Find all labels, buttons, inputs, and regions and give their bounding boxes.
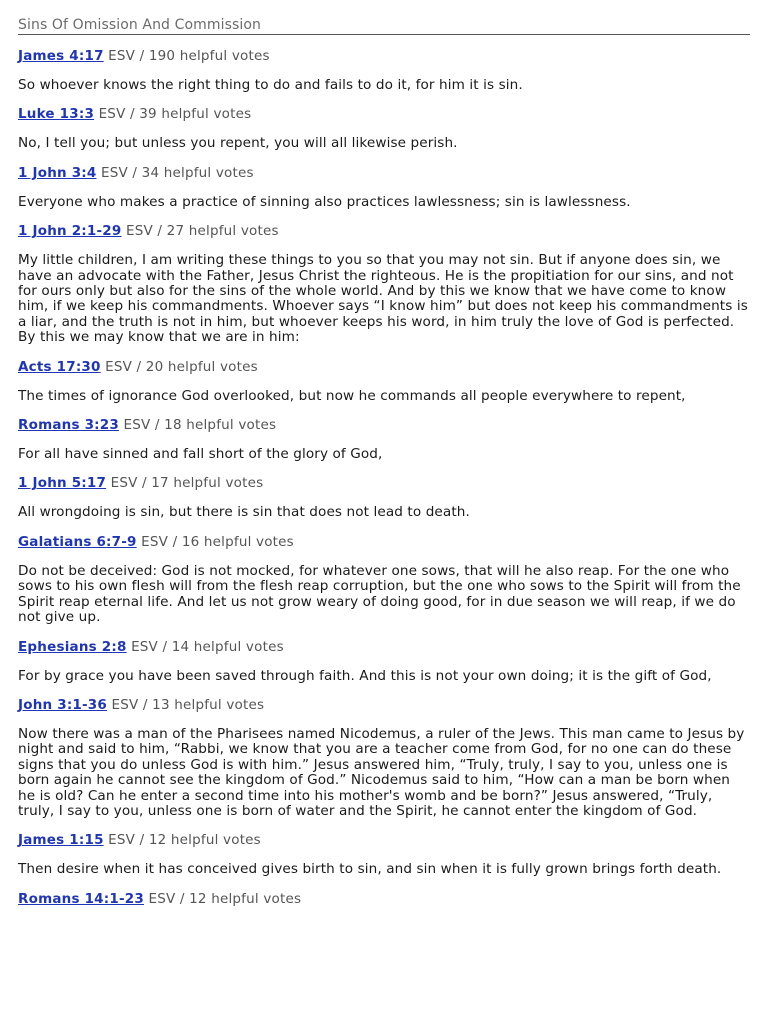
verse-reference-link[interactable]: 1 John 5:17 bbox=[18, 475, 107, 492]
reference-line bbox=[18, 47, 750, 65]
verse-entry bbox=[18, 164, 750, 210]
votes-meta: ESV / 34 helpful votes bbox=[101, 164, 254, 181]
verse-text: All wrongdoing is sin, but there is sin that does not lead to death. bbox=[18, 504, 470, 521]
votes-meta: ESV / 12 helpful votes bbox=[148, 890, 302, 907]
reference-line bbox=[18, 831, 750, 849]
verse-text: Do not be deceived: God is not mocked, for whatever one sows, that will he also reap. For the one who sows to his own flesh will from the flesh reap corruption, but the one who sows to the Spirit will from the Spirit reap eternal life. And let us not grow weary of doing good, for in due season we will reap, if we do not give up. bbox=[18, 562, 741, 626]
page-title: Sins Of Omission And Commission bbox=[18, 16, 750, 35]
verse-reference-link[interactable]: Romans 14:1-23 bbox=[18, 890, 144, 907]
votes-meta: ESV / 18 helpful votes bbox=[123, 417, 277, 434]
verse-reference-link[interactable]: James 1:15 bbox=[18, 832, 104, 849]
verse-entry bbox=[18, 105, 750, 151]
verse-reference-link[interactable]: Ephesians 2:8 bbox=[18, 638, 127, 655]
verse-entry bbox=[18, 222, 750, 345]
reference-line bbox=[18, 164, 750, 182]
document-page bbox=[18, 16, 750, 908]
verse-entry bbox=[18, 890, 750, 908]
reference-line bbox=[18, 474, 750, 492]
votes-meta: ESV / 190 helpful votes bbox=[108, 48, 270, 64]
verse-text: For all have sinned and fall short of the glory of God, bbox=[18, 446, 383, 463]
verse-text: No, I tell you; but unless you repent, you will all likewise perish. bbox=[18, 135, 458, 152]
verse-text: Then desire when it has conceived gives birth to sin, and sin when it is fully grown brings forth death. bbox=[18, 861, 722, 878]
votes-meta: ESV / 39 helpful votes bbox=[98, 106, 252, 123]
votes-meta: ESV / 27 helpful votes bbox=[126, 223, 279, 240]
reference-line bbox=[18, 416, 750, 434]
verse-entry bbox=[18, 533, 750, 626]
verse-text: Everyone who makes a practice of sinning also practices lawlessness; sin is lawlessness. bbox=[18, 193, 631, 210]
verse-reference-link[interactable]: James 4:17 bbox=[18, 48, 104, 64]
verse-reference-link[interactable]: 1 John 3:4 bbox=[18, 164, 97, 181]
verse-entry bbox=[18, 638, 750, 684]
reference-line bbox=[18, 890, 750, 908]
verse-text: My little children, I am writing these things to you so that you may not sin. But if anyone does sin, we have an advocate with the Father, Jesus Christ the righteous. He is the propitiation for our sins, and not for ours only but also for the sins of the whole world. And by this we know that we have come to know him, if we keep his commandments. Whoever says “I know him” but does not keep his commandments is a liar, and the truth is not in him, but whoever keeps his word, in him truly the love of God is perfected. By this we may know that we are in him: bbox=[18, 252, 748, 346]
verse-reference-link[interactable]: Romans 3:23 bbox=[18, 417, 119, 434]
votes-meta: ESV / 16 helpful votes bbox=[141, 533, 294, 550]
verse-reference-link[interactable]: Acts 17:30 bbox=[18, 358, 101, 375]
reference-line bbox=[18, 358, 750, 376]
reference-line bbox=[18, 638, 750, 656]
verse-text: The times of ignorance God overlooked, but now he commands all people everywhere to repent, bbox=[18, 387, 686, 404]
votes-meta: ESV / 12 helpful votes bbox=[108, 832, 261, 849]
verse-reference-link[interactable]: Luke 13:3 bbox=[18, 106, 95, 123]
verse-reference-link[interactable]: Galatians 6:7-9 bbox=[18, 533, 137, 550]
verse-text: Now there was a man of the Pharisees named Nicodemus, a ruler of the Jews. This man came to Jesus by night and said to him, “Rabbi, we know that you are a teacher come from God, for no one can do these signs that you do unless God is with him.” Jesus answered him, “Truly, truly, I say to you, unless one is born again he cannot see the kingdom of God.” Nicodemus said to him, “How can a man be born when he is old? Can he enter a second time into his mother's womb and be born?” Jesus answered, “Truly, truly, I say to you, unless one is born of water and the Spirit, he cannot enter the kingdom of God. bbox=[18, 725, 745, 819]
verse-entry bbox=[18, 416, 750, 462]
votes-meta: ESV / 13 helpful votes bbox=[111, 696, 265, 713]
votes-meta: ESV / 17 helpful votes bbox=[110, 475, 264, 492]
reference-line bbox=[18, 222, 750, 240]
reference-line bbox=[18, 696, 750, 714]
votes-meta: ESV / 20 helpful votes bbox=[105, 358, 258, 375]
reference-line bbox=[18, 533, 750, 551]
votes-meta: ESV / 14 helpful votes bbox=[131, 638, 284, 655]
verse-reference-link[interactable]: 1 John 2:1-29 bbox=[18, 223, 122, 240]
verse-text: So whoever knows the right thing to do and fails to do it, for him it is sin. bbox=[18, 77, 523, 93]
verse-entry bbox=[18, 831, 750, 877]
verse-entry bbox=[18, 696, 750, 819]
verse-entry bbox=[18, 47, 750, 93]
verse-text: For by grace you have been saved through faith. And this is not your own doing; it is the gift of God, bbox=[18, 667, 712, 684]
reference-line bbox=[18, 105, 750, 123]
verse-reference-link[interactable]: John 3:1-36 bbox=[18, 696, 107, 713]
verse-entry bbox=[18, 358, 750, 404]
verse-entry bbox=[18, 474, 750, 520]
